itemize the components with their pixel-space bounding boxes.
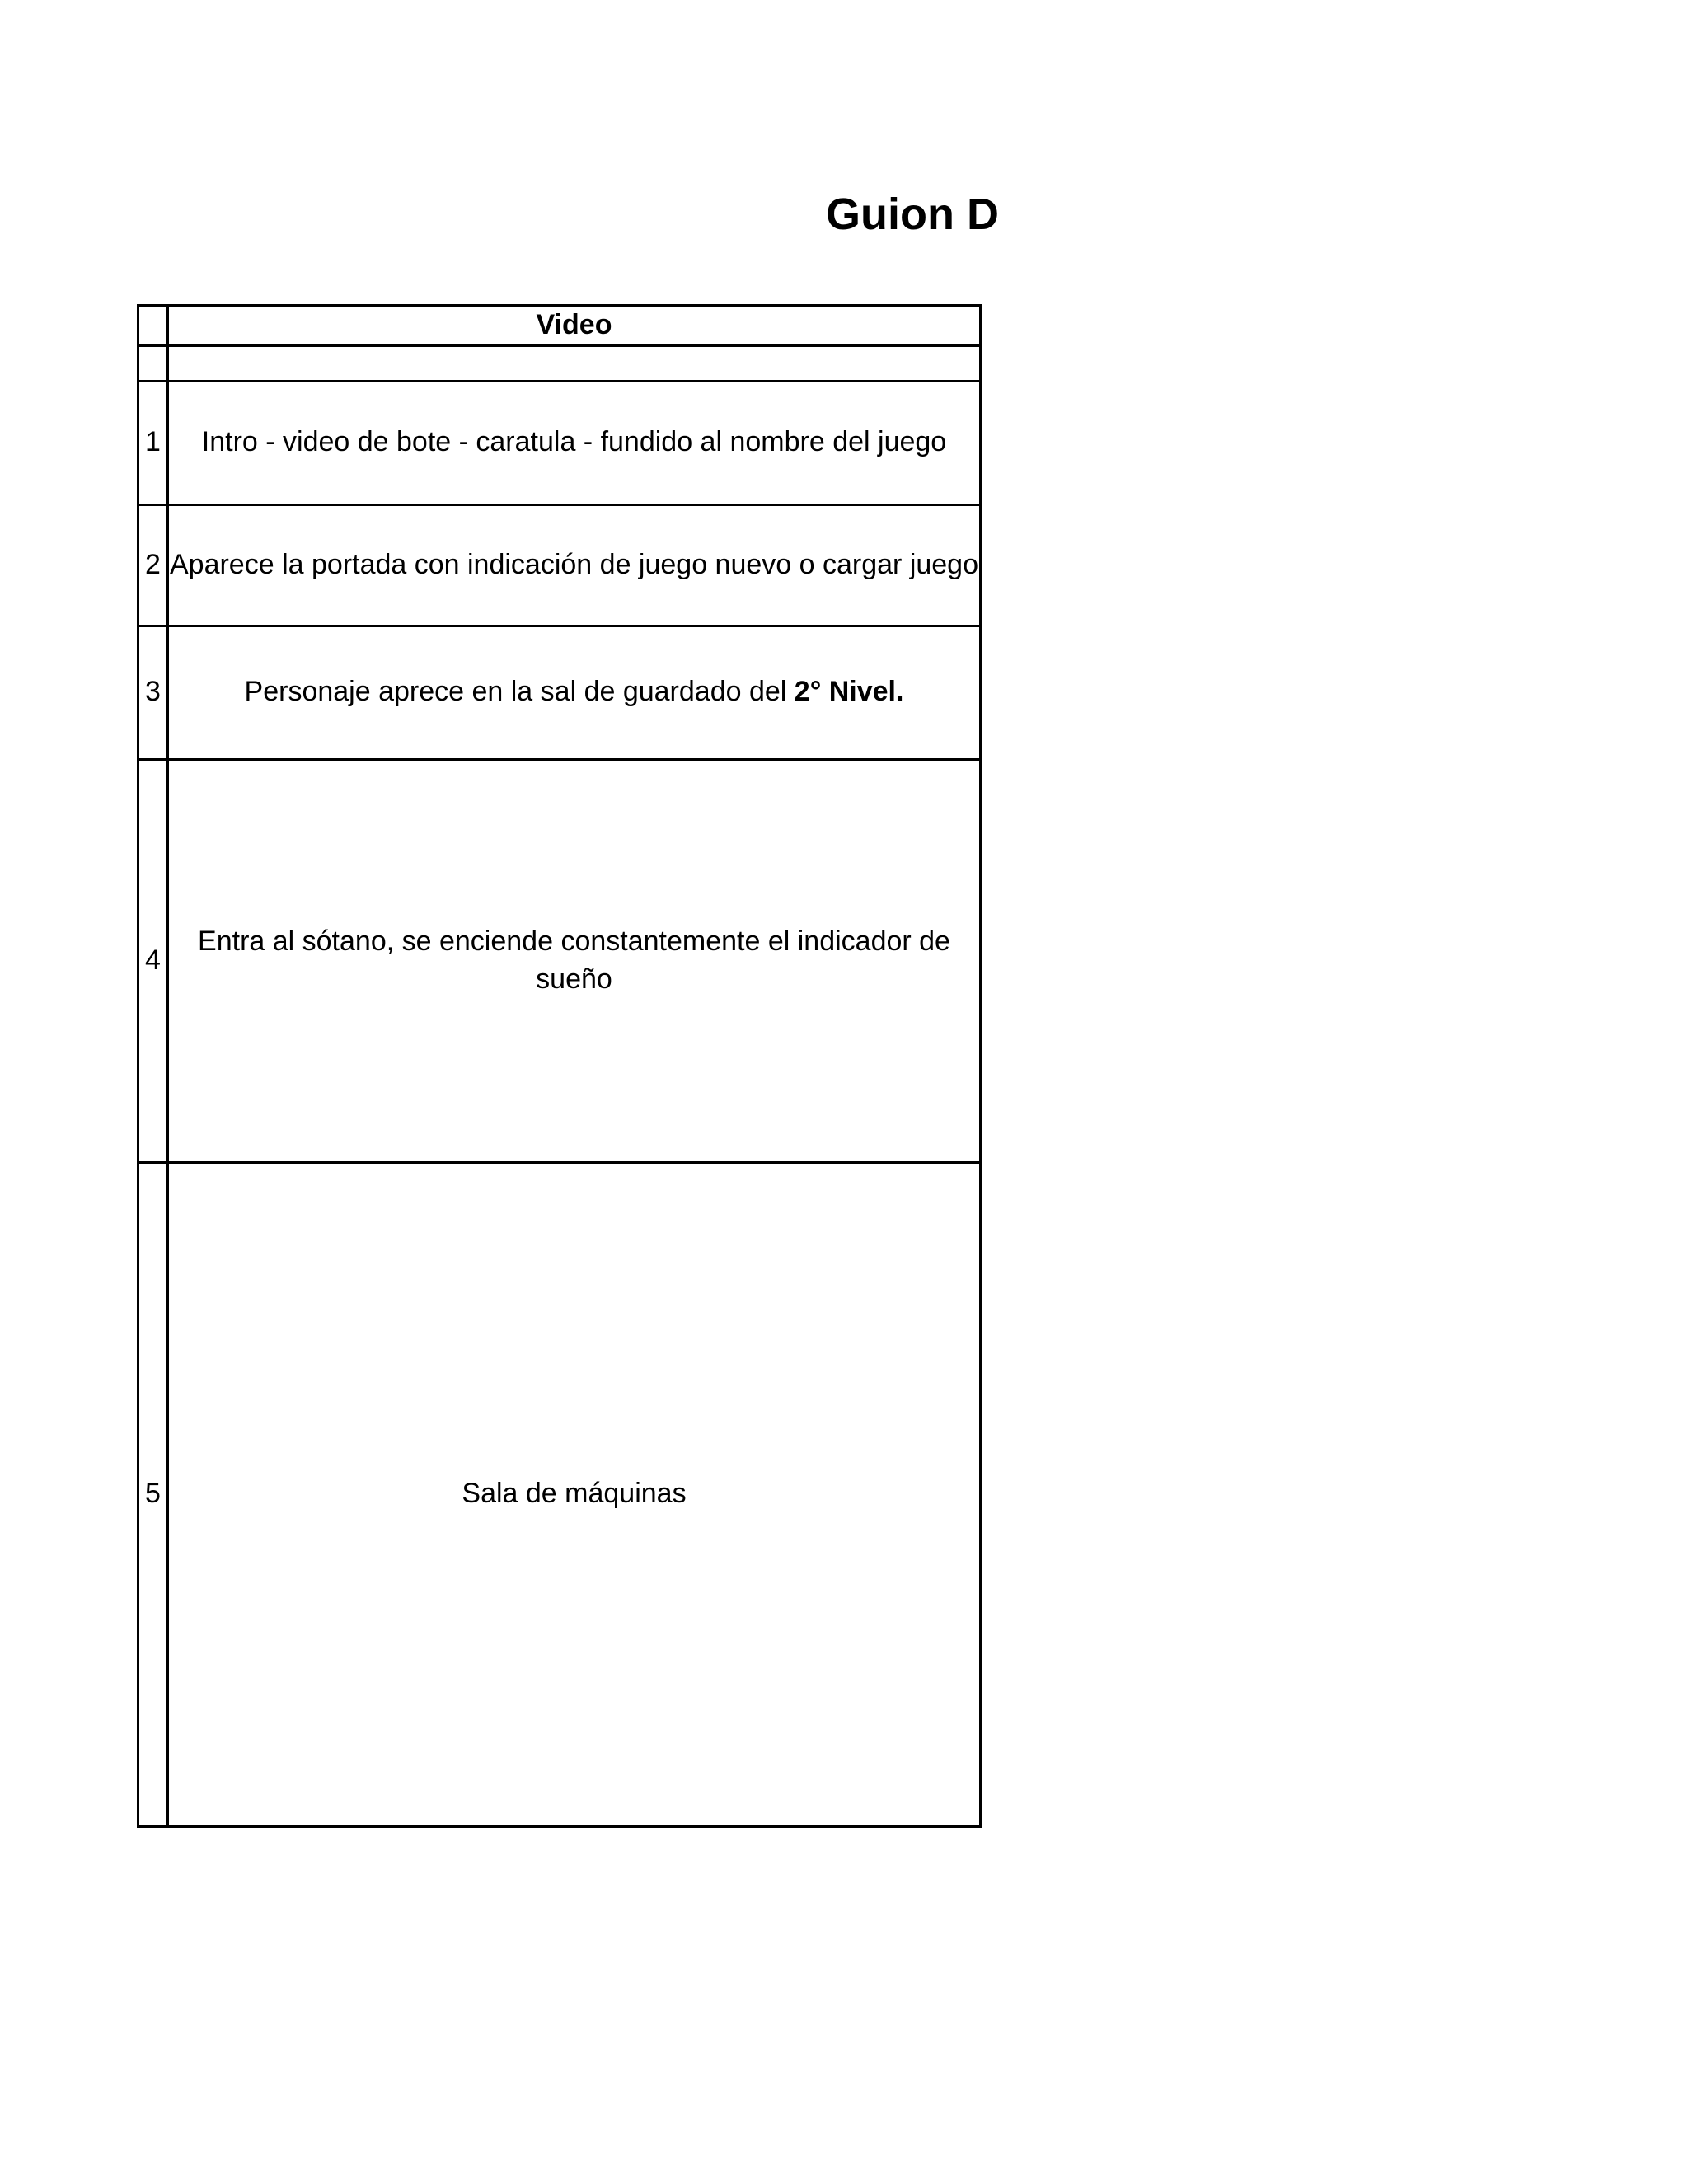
- table-row: [138, 1162, 981, 1826]
- row-video-text: Intro - video de bote - caratula - fundido al nombre del juego: [168, 381, 981, 504]
- row-number: 5: [138, 1162, 168, 1826]
- level-highlight: 2° Nivel.: [794, 676, 904, 708]
- page-title: Guion D: [826, 190, 999, 239]
- row-number: 4: [138, 759, 168, 1162]
- table-row: [138, 504, 981, 626]
- row-video-text: Aparece la portada con indicación de juego nuevo o cargar juego: [168, 504, 981, 626]
- blank-row: [138, 345, 981, 381]
- header-row: [138, 306, 981, 346]
- script-table: [137, 304, 982, 1828]
- table-row: [138, 626, 981, 759]
- row-number: 1: [138, 381, 168, 504]
- table-row: [138, 381, 981, 504]
- row-number: 2: [138, 504, 168, 626]
- row-video-text: Personaje aprece en la sal de guardado del: [244, 676, 795, 708]
- title-clip: [0, 181, 999, 255]
- header-num-cell: [138, 306, 168, 346]
- header-video-cell: Video: [168, 306, 981, 346]
- row-video-text: Sala de máquinas: [168, 1162, 981, 1826]
- row-video-cell: [168, 626, 981, 759]
- row-video-text: Entra al sótano, se enciende constantemente el indicador de sueño: [168, 759, 981, 1162]
- row-number: 3: [138, 626, 168, 759]
- table-row: [138, 759, 981, 1162]
- blank-video-cell: [168, 345, 981, 381]
- blank-num-cell: [138, 345, 168, 381]
